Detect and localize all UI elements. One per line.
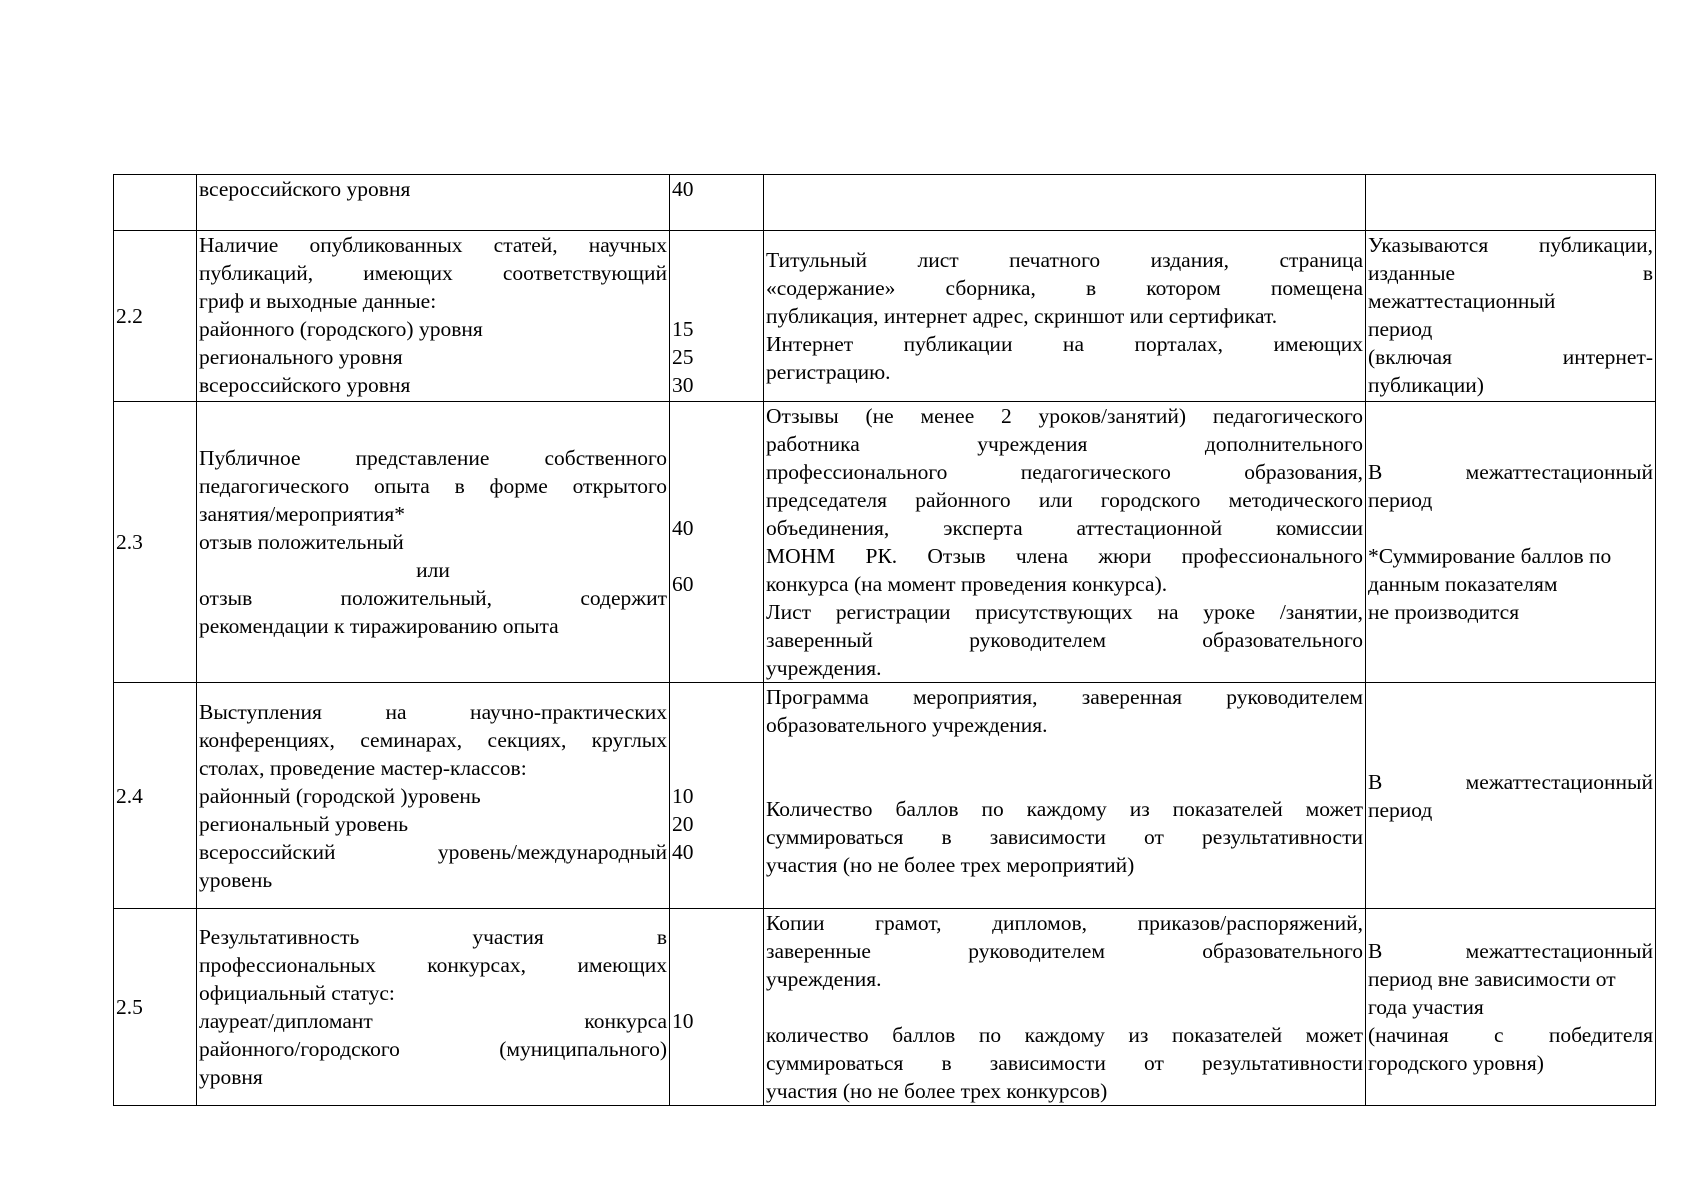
table-row xyxy=(114,402,1656,683)
note-cell: В межаттестационный период *Суммирование баллов по данным показателям не производится xyxy=(1366,402,1656,683)
indicator-cell: Наличие опубликованных статей, научных публикаций, имеющих соответствующий гриф и выходные данные: районного (городского) уровня регионального уровня всероссийского уровня xyxy=(197,231,670,402)
note-cell: В межаттестационный период вне зависимости от года участия (начиная с победителя городского уровня) xyxy=(1366,909,1656,1106)
note-cell: В межаттестационный период xyxy=(1366,683,1656,909)
note-cell: Указываются публикации, изданные в межаттестационный период (включая интернет- публикации) xyxy=(1366,231,1656,402)
row-number: 2.2 xyxy=(114,231,197,402)
row-number xyxy=(114,175,197,231)
row-number: 2.5 xyxy=(114,909,197,1106)
confirmation-cell: Программа мероприятия, заверенная руководителем образовательного учреждения. Количество баллов по каждому из показателей может суммироваться в зависимости от результативности участия (но не более трех мероприятий) xyxy=(764,683,1366,909)
confirmation-cell: Отзывы (не менее 2 уроков/занятий) педагогического работника учреждения дополнительного профессионального педагогического образования, председателя районного или городского методического объединения, эксперта аттестационной комиссии МОНМ РК. Отзыв члена жюри профессионального конкурса (на момент проведения конкурса). Лист регистрации присутствующих на уроке /занятии, заверенный руководителем образовательного учреждения. xyxy=(764,402,1366,683)
row-number: 2.4 xyxy=(114,683,197,909)
confirmation-cell: Титульный лист печатного издания, страница «содержание» сборника, в котором помещена публикация, интернет адрес, скриншот или сертификат. Интернет публикации на порталах, имеющих регистрацию. xyxy=(764,231,1366,402)
points-cell: 15 25 30 xyxy=(670,231,764,402)
table-row xyxy=(114,175,1656,231)
indicator-cell: Публичное представление собственного педагогического опыта в форме открытого занятия/мероприятия* отзыв положительный или отзыв положительный, содержит рекомендации к тиражированию опыта xyxy=(197,402,670,683)
indicator-cell: Результативность участия в профессиональных конкурсах, имеющих официальный статус: лауреат/дипломант конкурса районного/городского (муниципального) уровня xyxy=(197,909,670,1106)
points-cell: 40 60 xyxy=(670,402,764,683)
table-row xyxy=(114,231,1656,402)
indicator-cell: Выступления на научно-практических конференциях, семинарах, секциях, круглых столах, проведение мастер-классов: районный (городской )уровень региональный уровень всероссийский уровень/международный уровень xyxy=(197,683,670,909)
points-cell: 40 xyxy=(670,175,764,231)
confirmation-cell: Копии грамот, дипломов, приказов/распоряжений, заверенные руководителем образовательного учреждения. количество баллов по каждому из показателей может суммироваться в зависимости от результативности участия (но не более трех конкурсов) xyxy=(764,909,1366,1106)
points-cell: 10 xyxy=(670,909,764,1106)
note-cell xyxy=(1366,175,1656,231)
row-number: 2.3 xyxy=(114,402,197,683)
confirmation-cell xyxy=(764,175,1366,231)
indicator-cell: всероссийского уровня xyxy=(197,175,670,231)
table-row xyxy=(114,683,1656,909)
points-cell: 10 20 40 xyxy=(670,683,764,909)
criteria-table xyxy=(113,174,1656,1106)
table-row xyxy=(114,909,1656,1106)
